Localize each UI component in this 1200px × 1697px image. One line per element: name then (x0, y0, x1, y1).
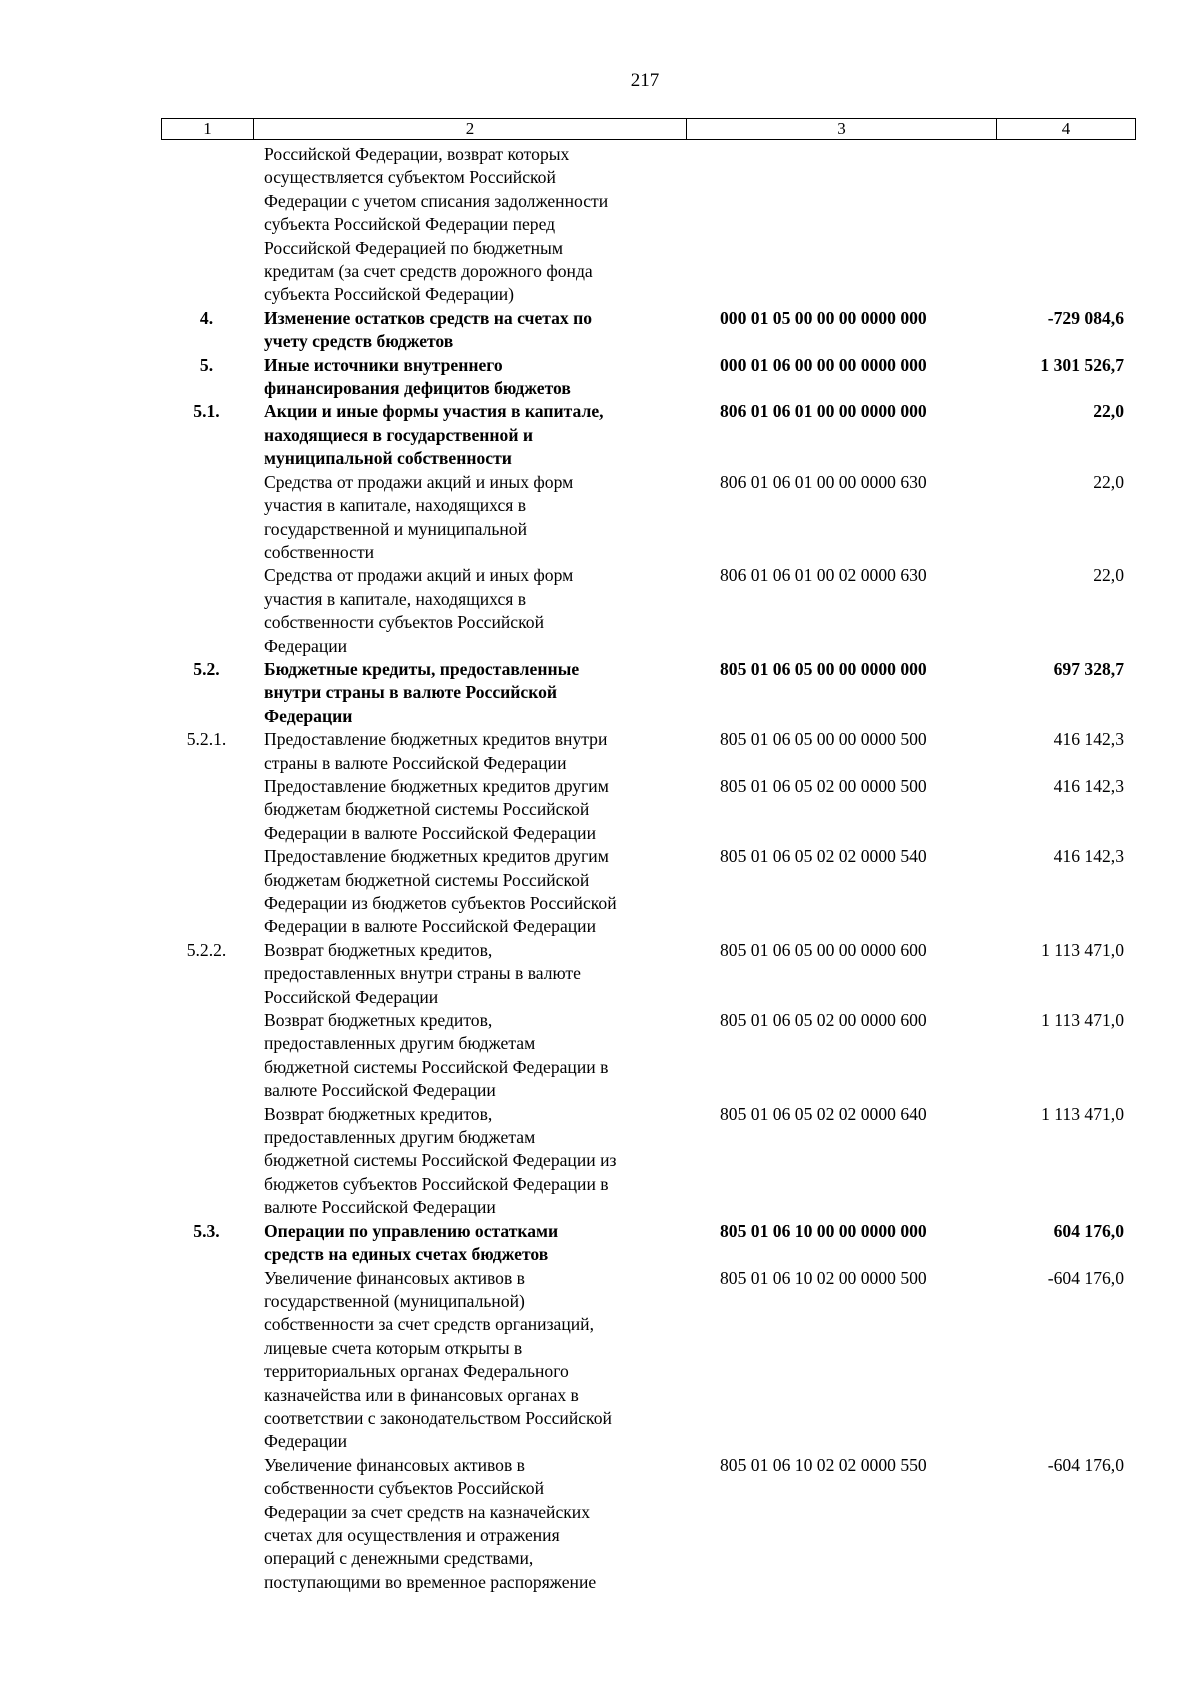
row-amount: 604 176,0 (1053, 1220, 1124, 1241)
table-row (161, 658, 1136, 728)
row-description: Увеличение финансовых активов в государственной (муниципальной) собственности за счет средств организаций, лицевые счета которым открыты в территориальных органах Федерального казначейства или в финансовых органах в соответствии с законодательством Российской Федерации (264, 1267, 612, 1452)
row-amount: -604 176,0 (1047, 1454, 1124, 1475)
row-code: 805 01 06 10 00 00 0000 000 (720, 1220, 927, 1241)
row-amount: 1 113 471,0 (1041, 1010, 1124, 1031)
row-description: Возврат бюджетных кредитов, предоставленных внутри страны в валюте Российской Федерации (264, 939, 581, 1007)
table-row (161, 939, 1136, 1009)
row-description: Иные источники внутреннего финансирования дефицитов бюджетов (264, 354, 571, 399)
page-number: 217 (630, 70, 660, 91)
table-row (161, 307, 1136, 354)
row-description: Акции и иные формы участия в капитале, находящиеся в государственной и муниципальной собственности (264, 401, 604, 469)
row-code: 805 01 06 05 00 00 0000 600 (720, 939, 927, 960)
row-amount: 416 142,3 (1053, 775, 1124, 796)
table-row (161, 143, 1136, 307)
row-amount: 22,0 (1093, 471, 1124, 492)
row-code: 805 01 06 05 02 00 0000 500 (720, 775, 927, 796)
budget-table-body (161, 143, 1136, 1594)
row-number: 5.3. (193, 1220, 220, 1241)
row-code: 805 01 06 05 02 00 0000 600 (720, 1010, 927, 1031)
row-amount: 22,0 (1093, 565, 1124, 586)
row-amount: 22,0 (1093, 401, 1124, 422)
column-header-1: 1 (203, 119, 212, 138)
row-amount: 416 142,3 (1053, 729, 1124, 750)
row-description: Операции по управлению остатками средств на единых счетах бюджетов (264, 1220, 559, 1265)
row-amount: 1 301 526,7 (1040, 354, 1124, 375)
row-description: Увеличение финансовых активов в собственности субъектов Российской Федерации за счет средств на казначейских счетах для осуществления и отражения операций с денежными средствами, поступающими во временное распоряжение (264, 1454, 597, 1592)
row-description: Предоставление бюджетных кредитов внутри страны в валюте Российской Федерации (264, 729, 608, 773)
row-amount: -729 084,6 (1047, 307, 1124, 328)
row-description: Предоставление бюджетных кредитов другим бюджетам бюджетной системы Российской Федерации в валюте Российской Федерации (264, 775, 609, 843)
table-row (161, 1267, 1136, 1454)
row-amount: -604 176,0 (1047, 1267, 1124, 1288)
column-header-2: 2 (253, 119, 686, 139)
table-row (161, 1103, 1136, 1220)
row-description: Бюджетные кредиты, предоставленные внутри страны в валюте Российской Федерации (264, 658, 580, 726)
table-row (161, 728, 1136, 775)
table-row (161, 1220, 1136, 1267)
table-row (161, 471, 1136, 565)
table-row (161, 775, 1136, 845)
table-row (161, 400, 1136, 470)
row-amount: 416 142,3 (1053, 846, 1124, 867)
column-header-row (161, 118, 1136, 140)
row-amount: 1 113 471,0 (1041, 1103, 1124, 1124)
row-description: Возврат бюджетных кредитов, предоставленных другим бюджетам бюджетной системы Российской Федерации в валюте Российской Федерации (264, 1010, 609, 1101)
row-number: 4. (199, 307, 214, 328)
table-row (161, 1009, 1136, 1103)
row-code: 805 01 06 05 00 00 0000 500 (720, 729, 927, 750)
row-code: 000 01 06 00 00 00 0000 000 (720, 354, 927, 375)
column-header-4: 4 (996, 119, 1135, 139)
row-description: Предоставление бюджетных кредитов другим бюджетам бюджетной системы Российской Федерации из бюджетов субъектов Российской Федерации в валюте Российской Федерации (264, 846, 617, 937)
row-description: Средства от продажи акций и иных форм участия в капитале, находящихся в собственности субъектов Российской Федерации (264, 565, 574, 656)
row-description: Средства от продажи акций и иных форм участия в капитале, находящихся в государственной и муниципальной собственности (264, 471, 574, 562)
row-number: 5.2.2. (186, 939, 227, 960)
row-description: Изменение остатков средств на счетах по учету средств бюджетов (264, 307, 593, 352)
row-amount: 697 328,7 (1053, 658, 1124, 679)
table-row (161, 1454, 1136, 1594)
row-number: 5. (199, 354, 214, 375)
row-amount: 1 113 471,0 (1041, 939, 1124, 960)
row-description: Возврат бюджетных кредитов, предоставленных другим бюджетам бюджетной системы Российской Федерации из бюджетов субъектов Российской Федерации в валюте Российской Федерации (264, 1103, 617, 1218)
row-code: 000 01 05 00 00 00 0000 000 (720, 307, 927, 328)
row-code: 806 01 06 01 00 00 0000 000 (720, 401, 927, 422)
row-code: 805 01 06 05 02 02 0000 540 (720, 846, 927, 867)
row-code: 806 01 06 01 00 02 0000 630 (720, 565, 927, 586)
row-code: 805 01 06 10 02 02 0000 550 (720, 1454, 927, 1475)
row-number: 5.1. (193, 401, 220, 422)
row-number: 5.2. (193, 658, 220, 679)
table-row (161, 564, 1136, 658)
row-code: 805 01 06 05 02 02 0000 640 (720, 1103, 927, 1124)
table-row (161, 354, 1136, 401)
row-code: 805 01 06 10 02 00 0000 500 (720, 1267, 927, 1288)
row-code: 806 01 06 01 00 00 0000 630 (720, 471, 927, 492)
column-header-3: 3 (686, 119, 996, 139)
row-number: 5.2.1. (186, 729, 227, 750)
table-row (161, 845, 1136, 939)
row-description: Российской Федерации, возврат которых осуществляется субъектом Российской Федерации с учетом списания задолженности субъекта Российской Федерации перед Российской Федерацией по бюджетным кредитам (за счет средств дорожного фонда субъекта Российской Федерации) (264, 144, 609, 305)
row-code: 805 01 06 05 00 00 0000 000 (720, 658, 927, 679)
